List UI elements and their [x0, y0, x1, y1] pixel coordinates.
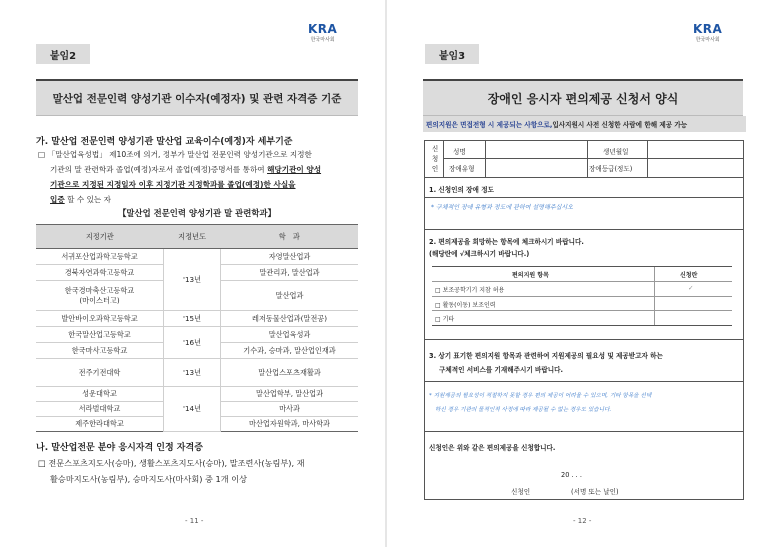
table-cell-year: '16년	[164, 327, 221, 359]
disability-grade-label: 장애등급(정도)	[589, 165, 633, 173]
support-item-assistant[interactable]: □ 활동(이동) 보조인력	[435, 302, 496, 309]
birth-field[interactable]	[648, 141, 742, 158]
table-cell-year: '15년	[164, 311, 221, 327]
check-mark[interactable]: ✓	[688, 284, 694, 292]
table-cell: 성운대학교	[36, 387, 164, 402]
table-cell: 마사과	[221, 402, 358, 417]
disability-grade-field[interactable]	[648, 159, 742, 177]
application-form	[424, 140, 744, 500]
table-cell-year: '13년	[164, 359, 221, 387]
table-cell: 발안바이오과학고등학교	[36, 311, 164, 327]
notice-banner: 편의지원은 면접전형 시 제공되는 사항으로, 입사지원시 사전 신청한 사람에 한해 제공 가능	[423, 116, 746, 132]
signature-hint[interactable]: (서명 또는 날인)	[571, 488, 619, 496]
question-1-hint: * 구체적인 장애 유형과 정도에 관하여 설명해주십시오	[431, 204, 573, 211]
page-title: 말산업 전문인력 양성기관 이수자(예정자) 및 관련 자격증 기준	[36, 79, 358, 116]
table-title: 【말산업 전문인력 양성기관 말 관련학과】	[118, 208, 276, 218]
applicant-label: 신 청 인	[431, 145, 439, 173]
disability-type-label: 장애유형	[449, 165, 475, 173]
page-number: - 11 -	[185, 517, 204, 525]
col-header-institution: 지정기관	[36, 225, 164, 249]
support-item-assistive-device[interactable]: □ 보조공학기기 지참 허용	[435, 287, 505, 294]
table-cell: 말산업학부, 말산업과	[221, 387, 358, 402]
kra-logo	[693, 22, 722, 43]
support-items-table	[432, 266, 732, 326]
date-field[interactable]: 20 . . .	[561, 471, 582, 479]
table-cell: 한국말산업고등학교	[36, 327, 164, 343]
table-cell: 말산업과	[221, 281, 358, 311]
table-cell: 경북자연과학고등학교	[36, 265, 164, 281]
question-3-hint-1: * 지원제공의 필요성이 적절하지 못할 경우 편의 제공이 어려울 수 있으며, 기타 항목을 선택	[429, 393, 652, 399]
kra-logo-sub: 한국마사회	[695, 37, 720, 43]
disability-type-field[interactable]	[486, 159, 586, 177]
page-number: - 12 -	[573, 517, 592, 525]
question-2-sub: (해당란에 √체크하시기 바랍니다.)	[429, 250, 530, 258]
table-cell: 말산업스포츠재활과	[221, 359, 358, 387]
col-apply: 신청란	[680, 272, 698, 279]
section-a-paragraph: □ 「말산업육성법」 제10조에 의거, 정부가 말산업 전문인력 양성기관으로 지정한 기관의 말 관련학과 졸업(예정)자로서 졸업(예정)증명서를 통하여 해당기관이 양성 기관으로 지정된 지정일자 이후 지정기관 지정학과를 졸업(예정)한 사실을 입증 할 수 있는 자	[38, 150, 322, 204]
table-cell: 한국경마축산고등학교 (마이스터고)	[36, 281, 164, 311]
name-label: 성명	[453, 148, 466, 156]
table-cell: 전주기전대학	[36, 359, 164, 387]
table-cell: 서라벌대학교	[36, 402, 164, 417]
table-cell: 한국마사고등학교	[36, 343, 164, 359]
col-header-year: 지정년도	[164, 225, 221, 249]
col-support-item: 편의지원 항목	[512, 272, 549, 279]
table-cell: 제주한라대학교	[36, 417, 164, 432]
page-right	[387, 0, 773, 547]
question-1: 1. 신청인의 장애 정도	[429, 186, 494, 194]
section-b-heading: 나. 말산업전문 분야 응시자격 인정 자격증	[36, 443, 203, 453]
table-cell: 기수과, 승마과, 말산업인재과	[221, 343, 358, 359]
page-left	[0, 0, 386, 547]
table-cell: 마산업자원학과, 마사학과	[221, 417, 358, 432]
table-cell: 서귀포산업과학고등학교	[36, 249, 164, 265]
birth-label: 생년월일	[603, 148, 629, 156]
table-cell: 자영말산업과	[221, 249, 358, 265]
attachment-tag: 붙임3	[425, 44, 479, 64]
question-3-hint-2: 하신 경우 기관의 물적인적 사정에 따라 제공될 수 없는 경우도 있습니다.	[435, 407, 612, 413]
section-b-paragraph: □ 전문스포츠지도사(승마), 생활스포츠지도사(승마), 말조련사(농림부), 재 활승마지도사(농림부), 승마지도사(마사회) 중 1개 이상	[38, 458, 305, 484]
table-cell-year: '13년	[164, 249, 221, 311]
table-cell-year: '14년	[164, 387, 221, 432]
kra-logo-mark: KRA	[308, 22, 338, 36]
closing-statement: 신청인은 위와 같은 편의제공을 신청합니다.	[429, 444, 556, 452]
question-3-line2: 구체적인 서비스를 기재해주시기 바랍니다.	[439, 366, 564, 374]
support-item-other[interactable]: □ 기타	[435, 316, 455, 323]
signature-label: 신청인	[511, 488, 531, 496]
kra-logo	[308, 22, 337, 43]
section-a-heading: 가. 말산업 전문인력 양성기관 말산업 교육이수(예정)자 세부기준	[36, 137, 293, 147]
table-cell: 말관리과, 말산업과	[221, 265, 358, 281]
kra-logo-sub: 한국마사회	[310, 37, 335, 43]
institution-table	[36, 224, 358, 432]
attachment-tag: 붙임2	[36, 44, 90, 64]
name-field[interactable]	[486, 141, 586, 158]
question-3-line1: 3. 상기 표기한 편의지원 항목과 관련하여 지원제공의 필요성 및 제공받고자 하는	[429, 352, 663, 360]
col-header-department: 학 과	[221, 225, 358, 249]
table-cell: 레저동물산업과(말전공)	[221, 311, 358, 327]
table-cell: 말산업육성과	[221, 327, 358, 343]
question-2: 2. 편의제공을 희망하는 항목에 체크하시기 바랍니다.	[429, 238, 584, 246]
page-title: 장애인 응시자 편의제공 신청서 양식	[423, 79, 743, 116]
kra-logo-mark: KRA	[693, 22, 723, 36]
